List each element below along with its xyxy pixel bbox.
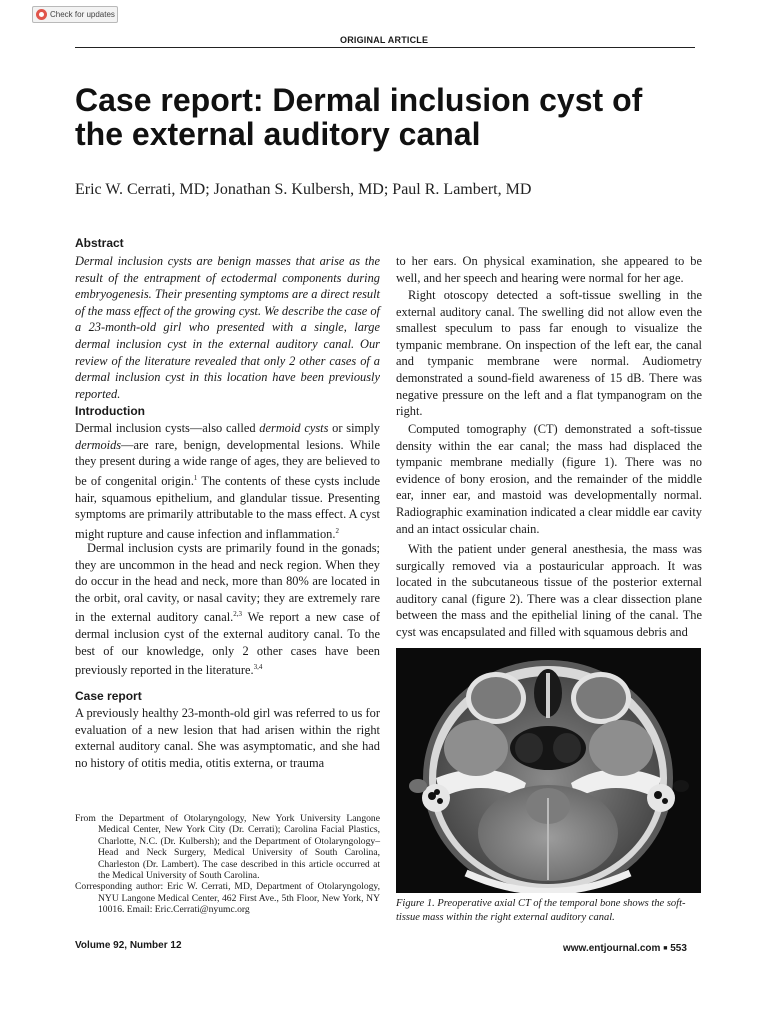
introduction-paragraph-2: Dermal inclusion cysts are primarily found in the gonads; they are uncommon in the head and neck region. When they do occur in the head and neck, more than 80% are located in the orbit, oral cavity, or nasal cavity; they are extremely rare in the external auditory canal.$^{2,3}$ We report a new case of dermal inclusion cyst of the external auditory canal. To the best of our knowledge, only 2 other cases have been previously reported in the literature.$^{3,4}$ <box>75 541 380 678</box>
page-footer <box>563 943 687 954</box>
introduction-paragraph-1: Dermal inclusion cysts—also called dermoid cysts or simply dermoids—are rare, benign, developmental lesions. While they present during a wide range of ages, they are believed to be of congenital origin.$^1$ The contents of these cysts include hair, squamous epithelium, and glandular tissue. Presenting symptoms are primarily attributable to the mass effect. A cyst might rupture and cause infection and inflammation.$^2$ <box>75 421 380 541</box>
journal-volume: Volume 92, Number 12 <box>75 940 182 951</box>
introduction-heading: Introduction <box>75 404 145 418</box>
figure-1-ct-image <box>396 648 701 893</box>
title-line-1: Case report: Dermal inclusion cyst of <box>75 82 643 118</box>
affiliation-text: From the Department of Otolaryngology, New York University Langone Medical Center, New York City (Dr. Cerrati); Carolina Facial Plastics, Charlotte, N.C. (Dr. Kulbersh); and the Department of Otolaryngology–Head and Neck Surgery, Medical University of South Carolina, Charleston (Dr. Lambert). The case described in this article occurred at the Medical University of South Carolina. <box>75 813 380 882</box>
ct-scan-graphic <box>396 648 701 893</box>
check-for-updates-label: Check for updates <box>50 10 115 19</box>
check-for-updates-badge[interactable] <box>32 6 118 23</box>
figure-1-caption: Figure 1. Preoperative axial CT of the temporal bone shows the soft-tissue mass within the right external auditory canal. <box>396 898 686 923</box>
page-number: 553 <box>670 943 687 954</box>
section-label: ORIGINAL ARTICLE <box>340 35 429 45</box>
case-report-paragraph-2: Right otoscopy detected a soft-tissue swelling in the external auditory canal. The swelling did not allow even the smallest speculum to pass far enough to visualize the tympanic membrane. On inspection of the left ear, the canal and tympanic membrane were normal. Audiometry demonstrated a sound-field awareness of 15 dB. There was negative pressure on the left and a flat tympanogram on the right. <box>396 288 702 419</box>
abstract-text: Dermal inclusion cysts are benign masses that arise as the result of the entrapment of ectodermal components during embryogenesis. Their presenting symptoms are a direct result of the mass effect of the growing cyst. We describe the case of a 23-month-old girl who presented with a single, large dermal inclusion cyst in the external auditory canal. Our review of the literature revealed that only 2 other cases of a dermal inclusion cyst in this location have been previously reported. <box>75 254 380 401</box>
corresponding-author: Corresponding author: Eric W. Cerrati, MD, Department of Otolaryngology, NYU Langone Medical Center, 462 First Ave., 5th Floor, New York, NY 10016. Email: Eric.Cerrati@nyumc.org <box>75 881 380 916</box>
case-report-paragraph-1: A previously healthy 23-month-old girl was referred to us for evaluation of a new lesion that had arisen within the right external auditory canal. She was asymptomatic, and she had no history of otitis media, otitis externa, or trauma <box>75 706 380 770</box>
abstract-heading: Abstract <box>75 236 124 250</box>
crossmark-icon <box>36 9 47 20</box>
header-rule <box>75 47 695 48</box>
journal-website[interactable]: www.entjournal.com <box>563 943 661 954</box>
footer-separator: ■ <box>663 945 668 952</box>
title-line-2: the external auditory canal <box>75 116 481 152</box>
case-report-heading: Case report <box>75 689 142 703</box>
case-report-paragraph-1-continued: to her ears. On physical examination, she appeared to be well, and her speech and hearing were normal for her age. <box>396 254 702 285</box>
author-affiliations <box>75 813 380 916</box>
author-list: Eric W. Cerrati, MD; Jonathan S. Kulbersh, MD; Paul R. Lambert, MD <box>75 181 532 198</box>
case-report-paragraph-4: With the patient under general anesthesia, the mass was surgically removed via a postauricular approach. It was located in the subcutaneous tissue of the posterior external auditory canal (figure 2). There was a clear dissection plane between the mass and the epithelial lining of the canal. The cyst was encapsulated and filled with squamous debris and <box>396 542 702 639</box>
article-title <box>75 83 715 151</box>
case-report-paragraph-3: Computed tomography (CT) demonstrated a soft-tissue density within the ear canal; the mass had displaced the tympanic membrane medially (figure 1). There was no evidence of bony erosion, and the remainder of the middle ear, inner ear, and mastoid was developmentally normal. Radiographic examination indicated a clear middle ear cavity and an intact ossicular chain. <box>396 422 702 536</box>
